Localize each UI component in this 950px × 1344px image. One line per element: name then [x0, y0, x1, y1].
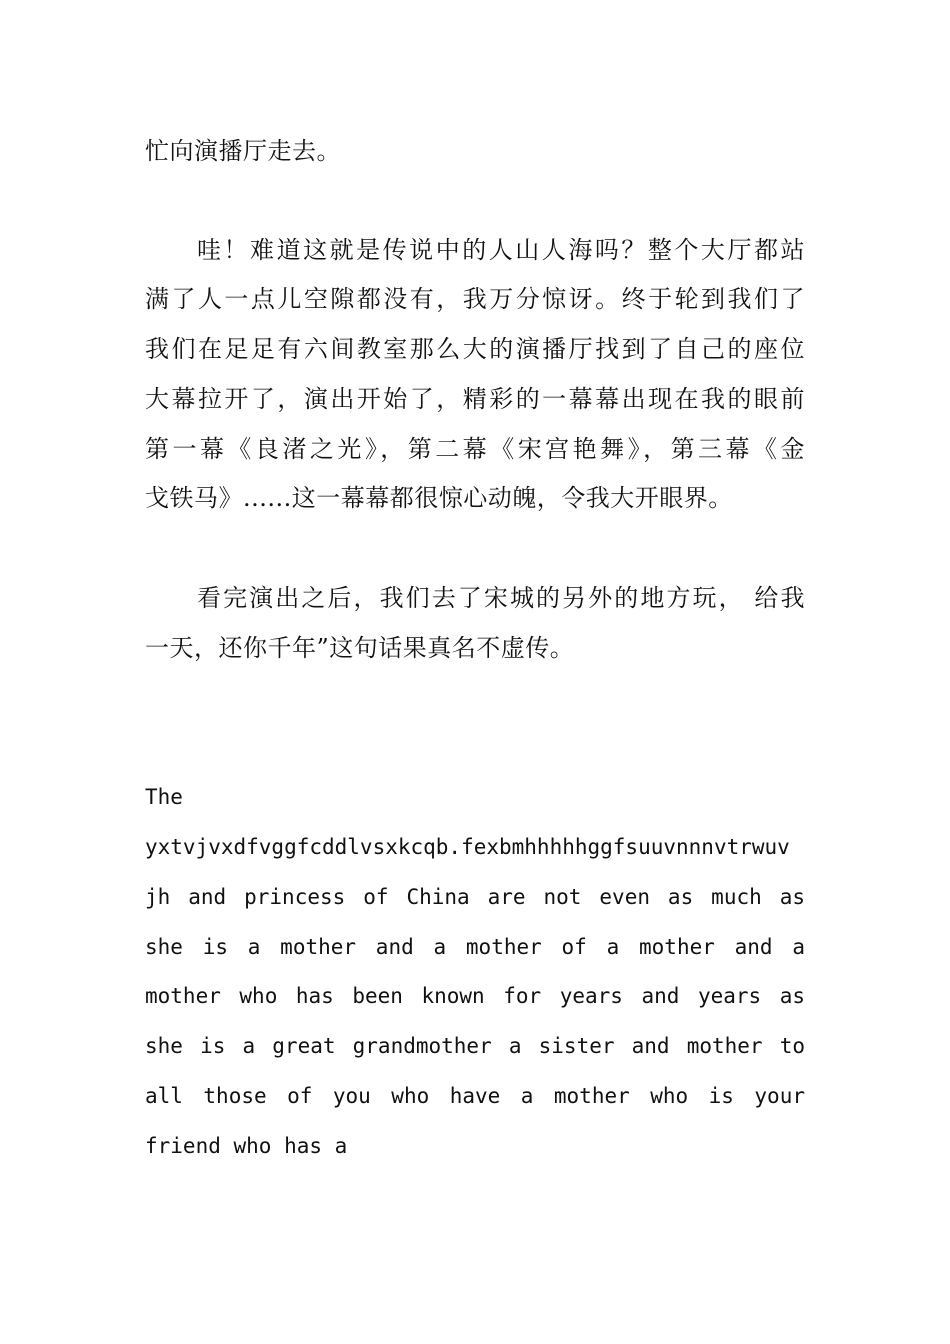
paragraph-line: 哇！难道这就是传说中的人山人海吗？整个大厅都站 — [197, 236, 805, 264]
paragraph-line: 戈铁马》......这一幕幕都很惊心动魄，令我大开眼界。 — [145, 484, 733, 512]
paragraph-line: 第一幕《良渚之光》，第二幕《宋宫艳舞》，第三幕《金 — [145, 435, 805, 463]
paragraph-line: The — [145, 785, 183, 809]
paragraph-line: she is a mother and a mother of a mother and a — [145, 935, 805, 959]
paragraph-line: 看完演出之后，我们去了宋城的另外的地方玩， 给我 — [197, 584, 805, 612]
paragraph-line: mother who has been known for years and years as — [145, 984, 805, 1008]
paragraph-line: yxtvjvxdfvggfcddlvsxkcqb.fexbmhhhhhggfsuuvnnnvtrwuv — [145, 835, 790, 859]
paragraph-line: she is a great grandmother a sister and mother to — [145, 1034, 805, 1058]
paragraph-line: 大幕拉开了，演出开始了，精彩的一幕幕出现在我的眼前 — [145, 385, 805, 413]
paragraph-line: all those of you who have a mother who is your — [145, 1084, 805, 1108]
paragraph-line: 忙向演播厅走去。 — [145, 137, 341, 165]
paragraph-line: 我们在足足有六间教室那么大的演播厅找到了自己的座位 — [145, 335, 805, 363]
paragraph-line: friend who has a — [145, 1134, 348, 1158]
paragraph-line: 一天，还你千年”这句话果真名不虚传。 — [145, 634, 575, 662]
paragraph-line: jh and princess of China are not even as much as — [145, 885, 805, 909]
paragraph-line: 满了人一点儿空隙都没有，我万分惊讶。终于轮到我们了 — [145, 285, 805, 313]
